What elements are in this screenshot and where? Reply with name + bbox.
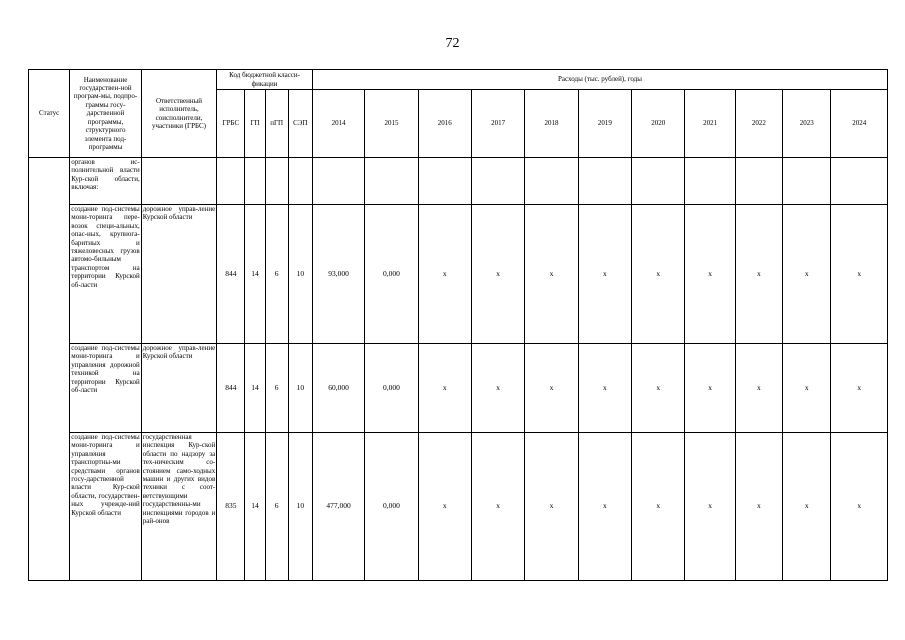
table-row [29, 433, 888, 581]
row-name: создание под-системы мони-торинга и управления транспортны-ми средствами органов госу-дарственной власти Кур-ской области, государствен-ных учрежде-ний Курской области [70, 433, 141, 581]
row-value-2018: x [525, 205, 578, 344]
row-value-2017: x [471, 433, 524, 581]
row-code-grbs: 835 [217, 433, 245, 581]
row-code-pgp: 6 [265, 433, 288, 581]
row-value-2021: x [685, 344, 735, 433]
header-year-2018: 2018 [525, 90, 578, 158]
header-year-2020: 2020 [632, 90, 685, 158]
continuation-name: органов ис-полнительной власти Кур-ской области, включая: [70, 158, 141, 205]
header-year-2014: 2014 [312, 90, 364, 158]
header-year-2015: 2015 [365, 90, 418, 158]
header-code-pgp: пГП [265, 90, 288, 158]
header-year-2023: 2023 [783, 90, 831, 158]
continuation-row [29, 158, 888, 205]
row-name: создание под-системы мони-торинга и управления дорожной техникой на территории Курской об-ласти [70, 344, 141, 433]
header-program-name: Наименование государствен-ной програм-мы, подпро-граммы госу-дарственной программы, структурного элемента под-программы [70, 70, 141, 158]
page-number: 72 [445, 36, 460, 51]
header-year-2019: 2019 [578, 90, 631, 158]
row-value-2018: x [525, 433, 578, 581]
row-value-2016: x [418, 205, 471, 344]
row-value-2019: x [578, 205, 631, 344]
row-value-2023: x [783, 433, 831, 581]
row-value-2015: 0,000 [365, 433, 418, 581]
table-row [29, 344, 888, 433]
table-row [29, 205, 888, 344]
empty-cell [735, 158, 782, 205]
row-code-gp: 14 [245, 433, 265, 581]
empty-cell [685, 158, 735, 205]
empty-cell [632, 158, 685, 205]
row-value-2022: x [735, 433, 782, 581]
row-value-2020: x [632, 205, 685, 344]
status-cell [29, 158, 70, 581]
header-code-grbs: ГРБС [217, 90, 245, 158]
header-row-1 [29, 70, 888, 90]
row-value-2017: x [471, 344, 524, 433]
header-year-2021: 2021 [685, 90, 735, 158]
empty-cell [312, 158, 364, 205]
row-executor: дорожное управ-ление Курской области [141, 344, 217, 433]
empty-cell [578, 158, 631, 205]
row-value-2021: x [685, 433, 735, 581]
row-name: создание под-системы мони-торинга пере-возок специ-альных, опас-ных, крупнога-баритных и тяжеловесных грузов автомо-бильным транспортом на территории Курской об-ласти [70, 205, 141, 344]
row-value-2020: x [632, 433, 685, 581]
row-code-pgp: 6 [265, 205, 288, 344]
row-value-2024: x [831, 205, 888, 344]
row-value-2024: x [831, 433, 888, 581]
empty-cell [471, 158, 524, 205]
row-value-2018: x [525, 344, 578, 433]
empty-cell [245, 158, 265, 205]
row-value-2019: x [578, 433, 631, 581]
header-year-2022: 2022 [735, 90, 782, 158]
empty-cell [288, 158, 312, 205]
row-code-grbs: 844 [217, 205, 245, 344]
row-value-2022: x [735, 205, 782, 344]
header-expenses: Расходы (тыс. рублей), годы [312, 70, 887, 90]
row-code-sep: 10 [288, 344, 312, 433]
row-value-2021: x [685, 205, 735, 344]
header-code-gp: ГП [245, 90, 265, 158]
row-value-2014: 60,000 [312, 344, 364, 433]
row-code-gp: 14 [245, 344, 265, 433]
row-value-2014: 93,000 [312, 205, 364, 344]
row-code-grbs: 844 [217, 344, 245, 433]
row-value-2022: x [735, 344, 782, 433]
empty-cell [217, 158, 245, 205]
row-code-sep: 10 [288, 433, 312, 581]
row-value-2015: 0,000 [365, 205, 418, 344]
row-value-2017: x [471, 205, 524, 344]
header-year-2024: 2024 [831, 90, 888, 158]
row-executor: государственная инспекция Кур-ской области по надзору за тех-ническим со-стоянием само-ходных машин и других видов техники с соот-ветствующими государственны-ми инспекциями городов и рай-онов [141, 433, 217, 581]
row-value-2023: x [783, 344, 831, 433]
row-value-2016: x [418, 433, 471, 581]
budget-table [28, 69, 888, 581]
header-executor: Ответственный исполнитель, соисполнители, участники (ГРБС) [141, 70, 217, 158]
empty-cell [141, 158, 217, 205]
header-code-sep: СЭП [288, 90, 312, 158]
empty-cell [783, 158, 831, 205]
header-budget-code: Код бюджетной класси-фикации [217, 70, 313, 90]
header-status: Статус [29, 70, 70, 158]
row-value-2019: x [578, 344, 631, 433]
row-code-sep: 10 [288, 205, 312, 344]
row-value-2023: x [783, 205, 831, 344]
row-executor: дорожное управ-ление Курской области [141, 205, 217, 344]
header-year-2016: 2016 [418, 90, 471, 158]
empty-cell [265, 158, 288, 205]
row-value-2016: x [418, 344, 471, 433]
row-value-2024: x [831, 344, 888, 433]
empty-cell [365, 158, 418, 205]
empty-cell [831, 158, 888, 205]
row-value-2020: x [632, 344, 685, 433]
empty-cell [418, 158, 471, 205]
empty-cell [525, 158, 578, 205]
row-value-2015: 0,000 [365, 344, 418, 433]
row-code-gp: 14 [245, 205, 265, 344]
row-value-2014: 477,000 [312, 433, 364, 581]
header-year-2017: 2017 [471, 90, 524, 158]
row-code-pgp: 6 [265, 344, 288, 433]
